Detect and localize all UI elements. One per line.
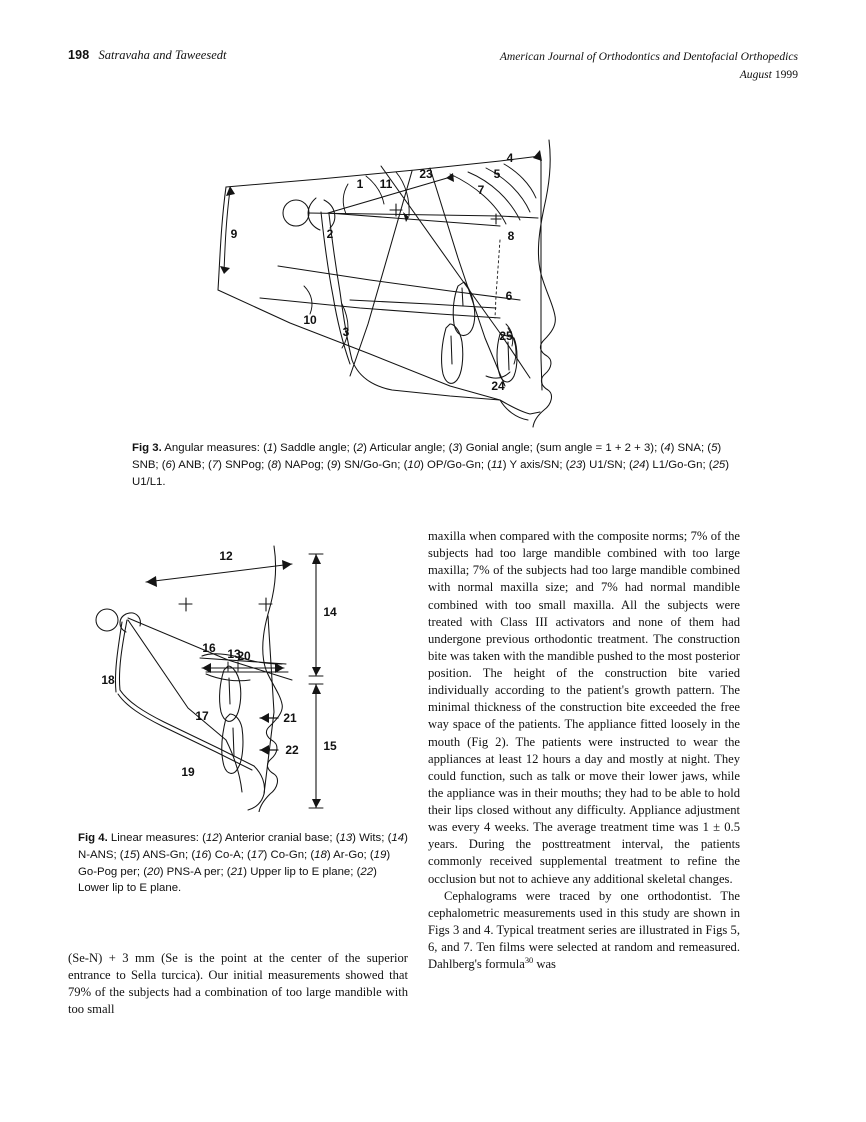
fig3-callout-9: 9 [230, 227, 238, 241]
page-number: 198 [68, 48, 90, 62]
issue-year: 1999 [774, 67, 798, 81]
figure-3-image [200, 128, 620, 428]
figure-4-image [78, 512, 408, 812]
fig3-callout-3: 3 [342, 325, 350, 339]
figure-4-caption [78, 830, 408, 897]
fig4-callout-21: 21 [283, 711, 297, 725]
running-head [68, 48, 798, 96]
figure-4-label: Fig 4. [78, 832, 108, 844]
fig3-callout-6: 6 [505, 289, 513, 303]
right-column-paragraph-2 [428, 888, 740, 974]
figure-3-caption-text: Angular measures: (1) Saddle angle; (2) Articular angle; (3) Gonial angle; (sum angle = 1 + 2 + 3); (4) SNA; (5) SNB; (6) ANB; (7) SNPog; (8) NAPog; (9) SN/Go-Gn; (10) OP/Go-Gn; (11) Y axis/SN; (23) U1/SN; (24) L1/Go-Gn; (25) U1/L1. [132, 442, 730, 488]
fig4-callout-15: 15 [323, 739, 337, 753]
figure-4-caption-text: Linear measures: (12) Anterior cranial base; (13) Wits; (14) N-ANS; (15) ANS-Gn; (16) Co-A; (17) Co-Gn; (18) Ar-Go; (19) Go-Pog per; (20) PNS-A per; (21) Upper lip to E plane; (22) Lower lip to E plane. [78, 832, 408, 895]
fig4-callout-13: 13 [227, 647, 241, 661]
fig3-callout-8: 8 [507, 229, 515, 243]
fig3-callout-25: 25 [499, 329, 513, 343]
right-column-paragraph-1: maxilla when compared with the composite norms; 7% of the subjects had too large mandible combined with too large maxilla; 7% of the subjects had too large mandible combined with normal maxilla size; and 7% had normal mandible combined with too small maxilla. All the subjects were treated with Class III activators and none of them had undergone previous orthodontic treatment. The construction bite was taken with the mandible pushed to the most posterior position. The height of the construction bite varied individually according to the patient's growth pattern. The minimal thickness of the construction bite exceeded the free way space of the patients. The appliance fitted loosely in the mouth (Fig 2). The patients were instructed to wear the appliances at least 12 hours a day and mostly at night. They could function, such as talk or move their lower jaws, while the appliance was in their mouths; they had to be able to hold their lips closed without any difficulty. Appliance adjustment was every 4 weeks. The average treatment time was 1 ± 0.5 years. During the posttreatment interval, the patients commonly received supplemental treatment to refine the occlusion but not to achieve any additional skeletal changes. [428, 529, 740, 886]
fig4-callout-20: 20 [237, 649, 251, 663]
running-head-right [500, 48, 798, 84]
fig4-callout-19: 19 [181, 765, 195, 779]
reference-marker-30: 30 [524, 955, 534, 965]
fig4-callout-14: 14 [323, 605, 337, 619]
issue-month: August [739, 67, 772, 81]
left-column-paragraph: (Se-N) + 3 mm (Se is the point at the center of the superior entrance to Sella turcica). Our initial measurements showed that 79% of the subjects had a combination of too large mandible with too small [68, 951, 408, 1017]
fig3-callout-11: 11 [379, 177, 393, 191]
figure-3-caption [132, 440, 744, 490]
fig3-callout-10: 10 [303, 313, 317, 327]
paragraph-2-tail: was [533, 957, 556, 972]
fig3-callout-4: 4 [506, 151, 514, 165]
fig3-callout-5: 5 [493, 167, 501, 181]
fig4-callout-18: 18 [101, 673, 115, 687]
figure-3-label: Fig 3. [132, 442, 162, 454]
left-column-text [68, 950, 408, 1019]
paragraph-2-text: Cephalograms were traced by one orthodontist. The cephalometric measurements used in this study are shown in Figs 3 and 4. Typical treatment series are illustrated in Figs 5, 6, and 7. Ten films were selected at random and remeasured. Dahlberg's formula [428, 888, 740, 972]
right-column-text [428, 528, 740, 973]
fig4-callout-17: 17 [195, 709, 209, 723]
journal-title: American Journal of Orthodontics and Dentofacial Orthopedics [499, 50, 798, 63]
fig3-callout-1: 1 [356, 177, 364, 191]
fig3-callout-24: 24 [491, 379, 505, 393]
fig4-callout-22: 22 [285, 743, 299, 757]
fig4-callout-12: 12 [219, 549, 233, 563]
issue-date [500, 66, 798, 84]
running-head-left [68, 48, 226, 63]
fig3-callout-2: 2 [326, 227, 334, 241]
running-head-authors: Satravaha and Taweesedt [98, 48, 227, 62]
fig3-callout-23: 23 [419, 167, 433, 181]
fig3-callout-7: 7 [477, 183, 485, 197]
fig4-callout-16: 16 [202, 641, 216, 655]
